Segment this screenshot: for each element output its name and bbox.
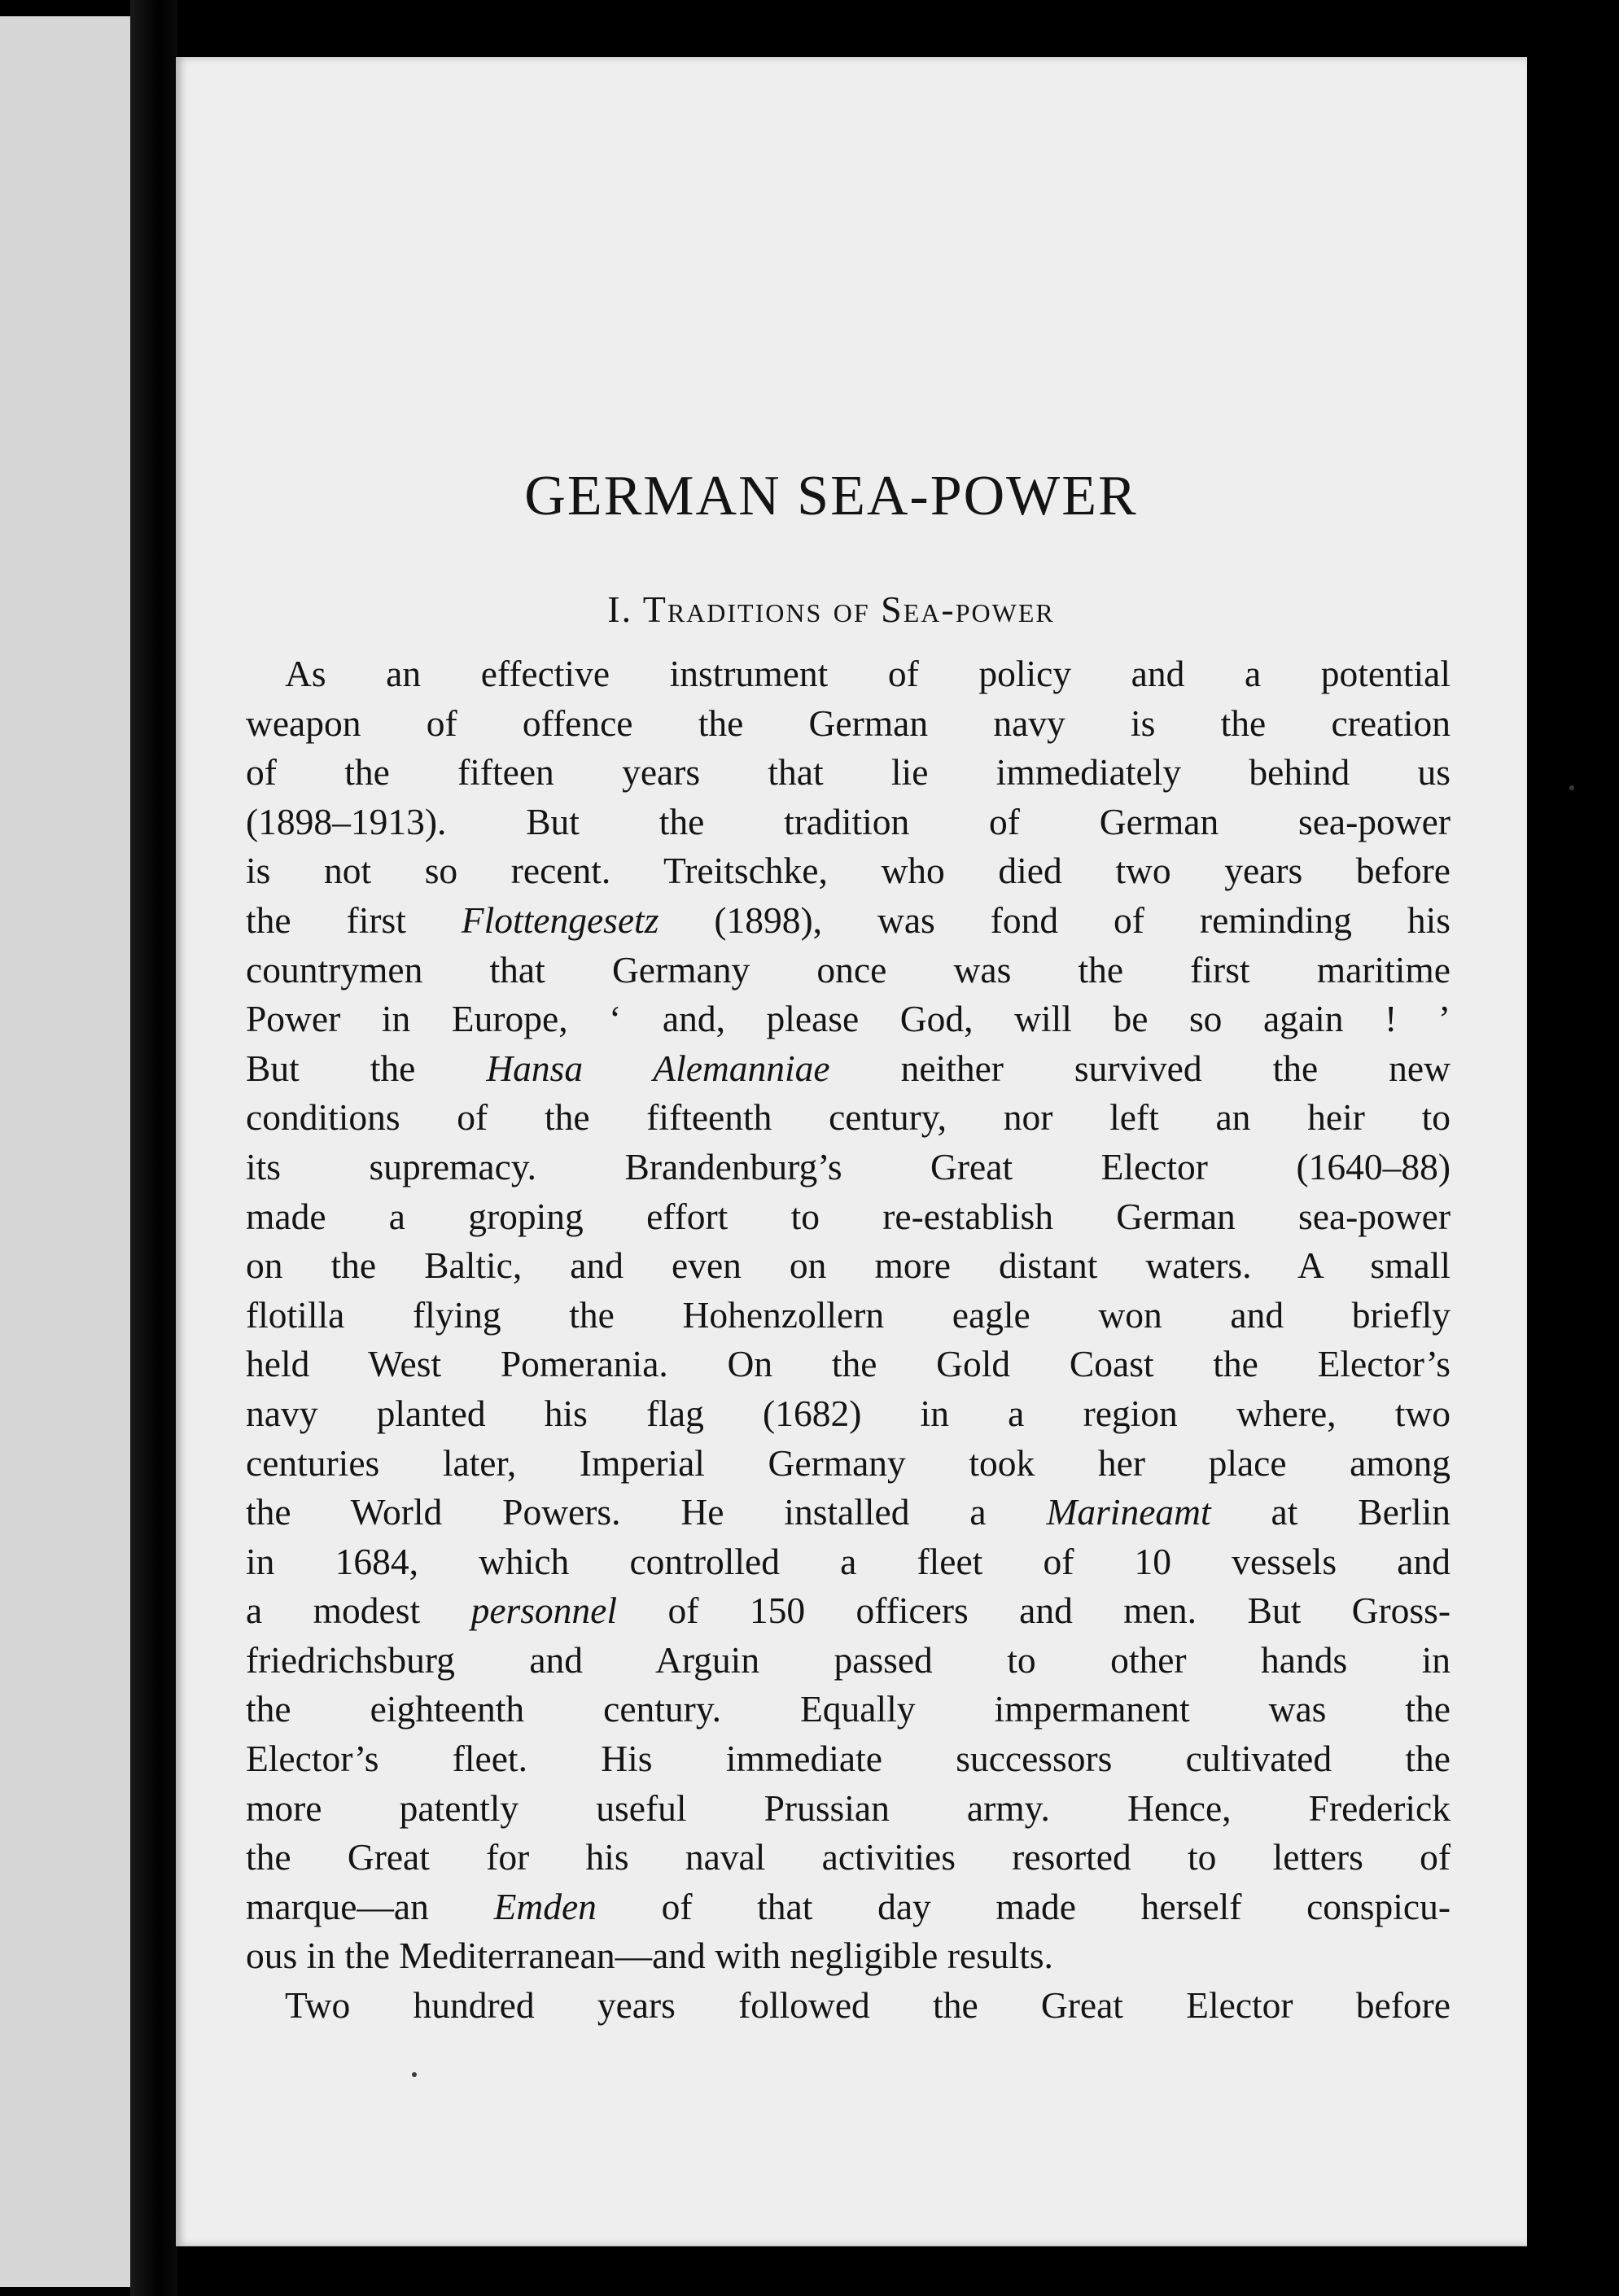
book-page xyxy=(176,57,1527,2246)
book-gutter xyxy=(130,0,177,2296)
text-segment: conditions of the fifteenth century, nor left an heir to xyxy=(246,1096,1451,1139)
text-segment: its supremacy. Brandenburg’s Great Elector (1640–88) xyxy=(246,1145,1451,1187)
text-line xyxy=(246,1291,1451,1340)
text-line xyxy=(246,1981,1451,2031)
text-segment: As an effective instrument of policy and a potential xyxy=(285,653,1451,694)
text-segment: a modest xyxy=(246,1590,471,1632)
text-line xyxy=(246,748,1451,798)
section-heading: I. Traditions of Sea-power xyxy=(607,588,1055,630)
text-line xyxy=(246,1784,1451,1834)
page-title: GERMAN SEA-POWER xyxy=(524,465,1138,527)
text-segment: at Berlin xyxy=(1210,1491,1451,1533)
text-segment: of the fifteen years that lie immediately behind us xyxy=(246,751,1451,794)
text-segment: neither survived the new xyxy=(829,1047,1451,1089)
text-segment: made a groping effort to re-establish German sea-power xyxy=(246,1195,1451,1237)
text-segment: on the Baltic, and even on more distant waters. A small xyxy=(246,1244,1451,1287)
text-line xyxy=(246,896,1451,946)
text-line xyxy=(246,1192,1451,1242)
text-segment: (1898–1913). But the tradition of German sea-power xyxy=(246,800,1451,842)
text-segment: the World Powers. He installed a xyxy=(246,1491,1047,1533)
speck xyxy=(1569,785,1574,790)
text-line xyxy=(246,1636,1451,1686)
previous-page-edge xyxy=(0,16,130,2287)
text-segment: navy planted his flag (1682) in a region where, two xyxy=(246,1392,1451,1434)
text-segment: more patently useful Prussian army. Hence, Frederick xyxy=(246,1787,1451,1829)
italic-term: Marineamt xyxy=(1046,1491,1211,1533)
text-line xyxy=(246,1537,1451,1587)
text-segment: of 150 officers and men. But Gross- xyxy=(617,1590,1451,1632)
text-line xyxy=(246,1586,1451,1636)
text-line xyxy=(246,1044,1451,1094)
italic-term: Emden xyxy=(493,1885,597,1927)
text-segment: of that day made herself conspicu- xyxy=(596,1885,1451,1927)
body-text xyxy=(246,649,1451,2031)
text-segment: the first xyxy=(246,899,462,941)
text-line xyxy=(246,798,1451,847)
italic-term: Hansa Alemanniae xyxy=(486,1047,830,1089)
text-line xyxy=(246,1241,1451,1291)
text-line xyxy=(246,1734,1451,1784)
text-line xyxy=(246,699,1451,749)
speck xyxy=(72,2149,77,2154)
text-segment: marque—an xyxy=(246,1885,494,1927)
text-line xyxy=(246,649,1451,699)
text-line xyxy=(246,1389,1451,1439)
text-segment: Elector’s fleet. His immediate successors cultivated the xyxy=(246,1738,1451,1780)
text-line xyxy=(246,946,1451,995)
text-line xyxy=(246,1439,1451,1489)
text-line xyxy=(246,1833,1451,1883)
text-segment: held West Pomerania. On the Gold Coast the Elector’s xyxy=(246,1343,1451,1385)
text-line xyxy=(246,995,1451,1044)
text-line xyxy=(246,1093,1451,1143)
text-segment: is not so recent. Treitschke, who died two years before xyxy=(246,850,1451,892)
text-line xyxy=(246,1883,1451,1932)
text-segment: the Great for his naval activities resorted to letters of xyxy=(246,1836,1451,1878)
text-segment: the eighteenth century. Equally impermanent was the xyxy=(246,1688,1451,1730)
text-segment: centuries later, Imperial Germany took her place among xyxy=(246,1441,1451,1484)
text-line xyxy=(246,1340,1451,1389)
text-segment: Two hundred years followed the Great Elector before xyxy=(285,1984,1451,2027)
text-segment: in 1684, which controlled a fleet of 10 vessels and xyxy=(246,1540,1451,1582)
text-line xyxy=(246,1143,1451,1192)
text-segment: friedrichsburg and Arguin passed to other hands in xyxy=(246,1638,1451,1681)
speck xyxy=(412,2072,417,2077)
text-segment: ous in the Mediterranean—and with negligible results. xyxy=(246,1935,1053,1977)
text-line xyxy=(246,1685,1451,1734)
text-line xyxy=(246,1931,1451,1981)
text-line xyxy=(246,846,1451,896)
text-segment: countrymen that Germany once was the first maritime xyxy=(246,948,1451,991)
italic-term: personnel xyxy=(470,1590,618,1632)
text-segment: flotilla flying the Hohenzollern eagle won and briefly xyxy=(246,1293,1451,1336)
text-segment: Power in Europe, ‘ and, please God, will be so again ! ’ xyxy=(246,998,1451,1040)
text-line xyxy=(246,1488,1451,1537)
text-segment: weapon of offence the German navy is the creation xyxy=(246,702,1451,744)
italic-term: Flottengesetz xyxy=(461,899,659,941)
text-segment: (1898), was fond of reminding his xyxy=(659,899,1451,941)
text-segment: But the xyxy=(246,1047,487,1089)
